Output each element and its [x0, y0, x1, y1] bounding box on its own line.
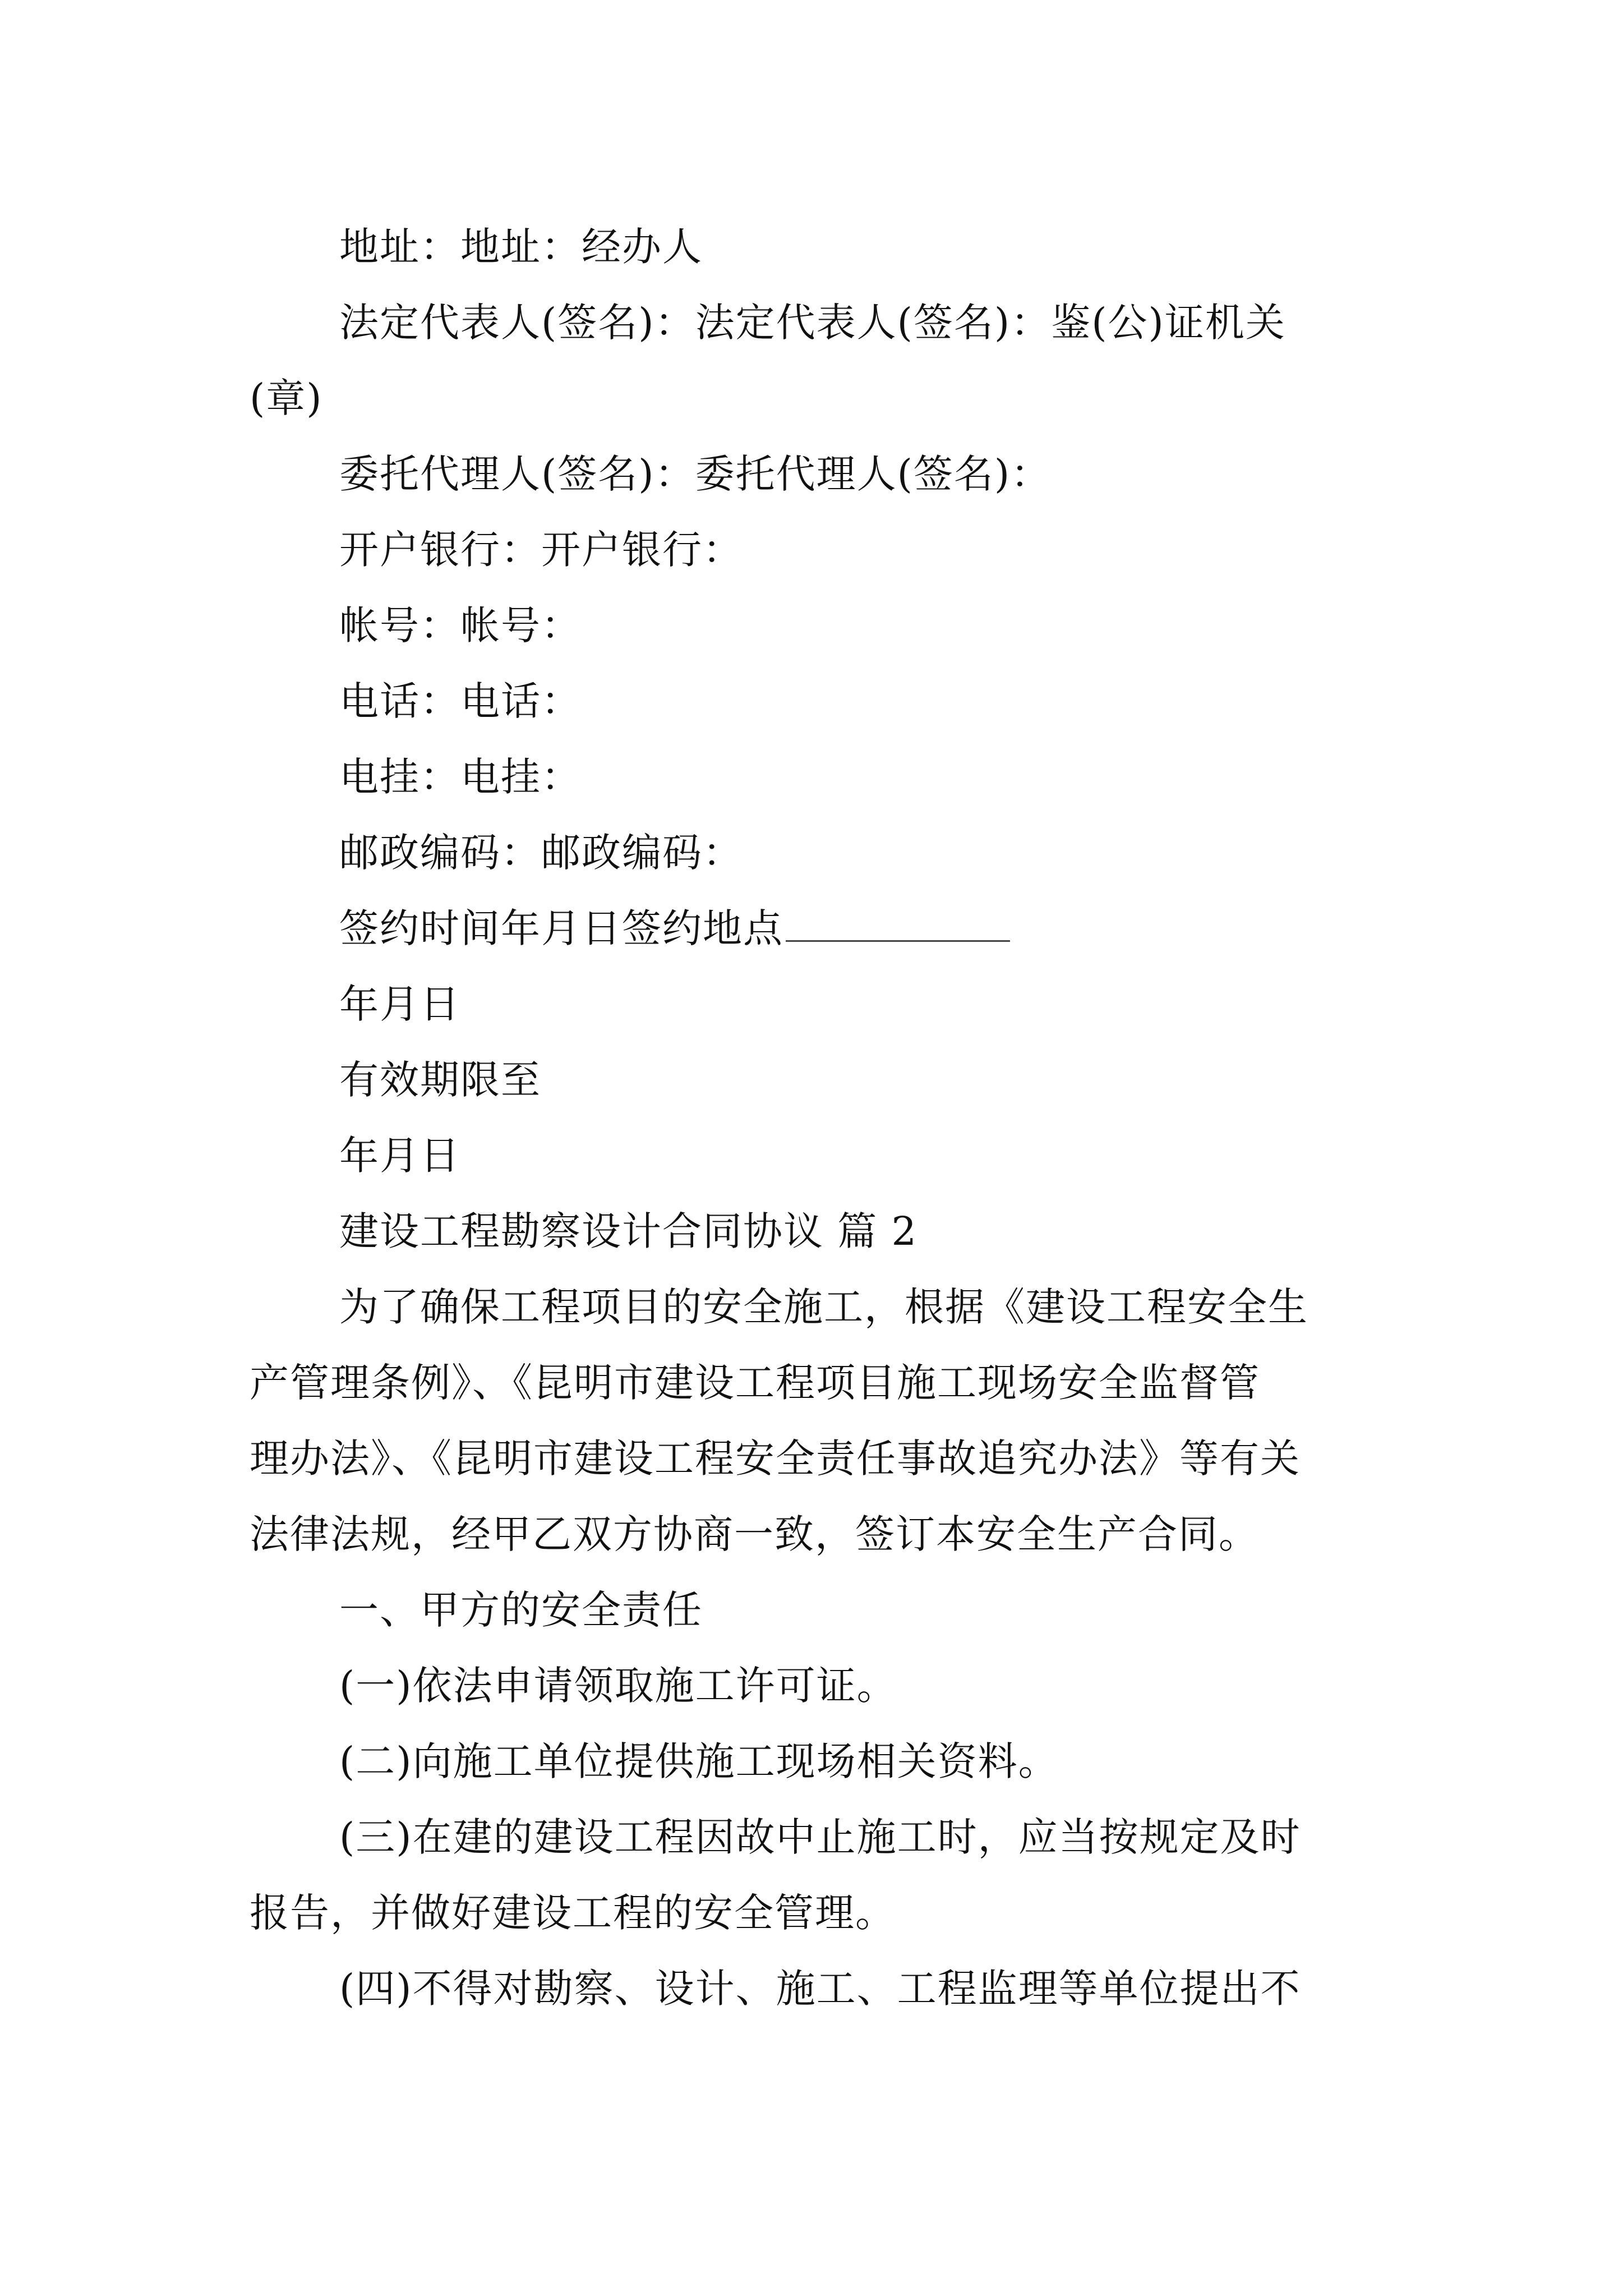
- item-3-line-2: 报告，并做好建设工程的安全管理。: [250, 1890, 896, 1936]
- item-1: (一)依法申请领取施工许可证。: [339, 1663, 897, 1709]
- item-4-line-1: (四)不得对勘察、设计、施工、工程监理等单位提出不: [339, 1966, 1301, 2012]
- date-line-1: 年月日: [339, 981, 460, 1027]
- paragraph-line-3: 理办法》、《昆明市建设工程安全责任事故追究办法》等有关: [250, 1435, 1301, 1481]
- agent-line: 委托代理人(签名)：委托代理人(签名)：: [339, 451, 1052, 497]
- paragraph-line-2: 产管理条例》、《昆明市建设工程项目施工现场安全监督管: [250, 1360, 1260, 1406]
- postcode-line: 邮政编码：邮政编码：: [339, 830, 743, 876]
- phone-line: 电话：电话：: [339, 678, 582, 724]
- bank-line: 开户银行：开户银行：: [339, 527, 743, 573]
- item-2: (二)向施工单位提供施工现场相关资料。: [339, 1738, 1059, 1784]
- signing-line: [339, 903, 1478, 954]
- heading-party-a: 一、甲方的安全责任: [339, 1587, 703, 1633]
- paragraph-line-4: 法律法规，经甲乙双方协商一致，签订本安全生产合同。: [250, 1511, 1259, 1557]
- validity-line: 有效期限至: [339, 1057, 541, 1103]
- legal-representative-line: 法定代表人(签名)：法定代表人(签名)：鉴(公)证机关: [339, 300, 1286, 346]
- paragraph-line-1: 为了确保工程项目的安全施工，根据《建设工程安全生: [339, 1284, 1308, 1330]
- signing-text: 签约时间年月日签约地点: [339, 905, 783, 951]
- item-3-line-1: (三)在建的建设工程因故中止施工时，应当按规定及时: [339, 1814, 1301, 1860]
- signing-place-blank: [786, 907, 1010, 942]
- account-line: 帐号：帐号：: [339, 602, 582, 648]
- seal-line: (章): [250, 375, 323, 421]
- telegraph-line: 电挂：电挂：: [339, 754, 582, 800]
- date-line-2: 年月日: [339, 1133, 460, 1179]
- address-line: 地址：地址：经办人: [339, 224, 703, 270]
- section-title: 建设工程勘察设计合同协议 篇 2: [339, 1208, 918, 1254]
